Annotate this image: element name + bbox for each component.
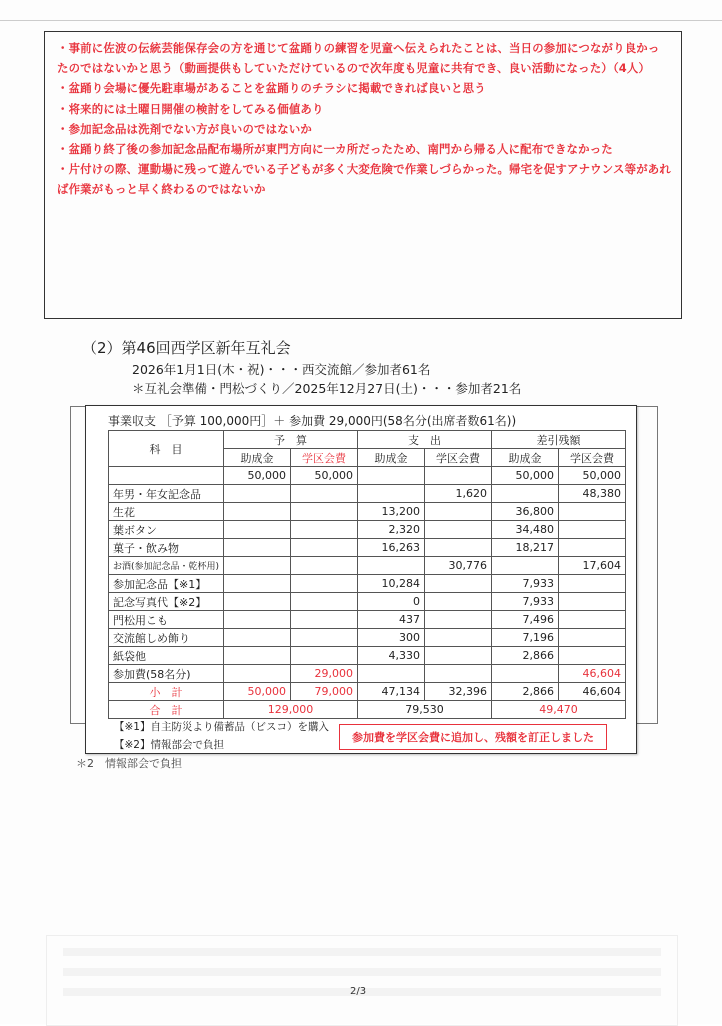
row-item-name: 門松用こも <box>109 611 224 629</box>
subtotal-cell: 32,396 <box>425 683 492 701</box>
row-value-cell <box>291 611 358 629</box>
footnote-1: 【※1】自主防災より備蓄品（ビスコ）を購入 <box>114 721 329 733</box>
total-yosan: 129,000 <box>224 701 358 719</box>
row-value-cell <box>559 503 626 521</box>
row-value-cell: 50,000 <box>492 467 559 485</box>
subtotal-cell: 2,866 <box>492 683 559 701</box>
row-value-cell <box>425 575 492 593</box>
feedback-box <box>44 31 682 319</box>
table-row <box>109 485 626 503</box>
subtotal-cell: 50,000 <box>224 683 291 701</box>
header-shishutsu: 支 出 <box>358 431 492 449</box>
event-date-line: 2026年1月1日(木・祝)・・・西交流館／参加者61名 <box>132 362 431 377</box>
row-value-cell <box>291 647 358 665</box>
row-value-cell <box>559 593 626 611</box>
row-value-cell <box>224 575 291 593</box>
row-item-name: 参加費(58名分) <box>109 665 224 683</box>
header-item: 科 目 <box>109 431 224 467</box>
row-value-cell <box>425 593 492 611</box>
row-item-name: 年男・年女記念品 <box>109 485 224 503</box>
row-value-cell: 16,263 <box>358 539 425 557</box>
row-value-cell <box>224 485 291 503</box>
header-cell: 学区会費 <box>425 449 492 467</box>
row-value-cell: 0 <box>358 593 425 611</box>
header-cell: 助成金 <box>492 449 559 467</box>
row-value-cell: 10,284 <box>358 575 425 593</box>
row-value-cell: 46,604 <box>559 665 626 683</box>
table-row <box>109 467 626 485</box>
row-value-cell: 50,000 <box>224 467 291 485</box>
row-value-cell <box>358 485 425 503</box>
row-value-cell <box>291 629 358 647</box>
table-row <box>109 521 626 539</box>
row-value-cell <box>291 539 358 557</box>
row-value-cell: 29,000 <box>291 665 358 683</box>
subtotal-label: 小 計 <box>109 683 224 701</box>
row-value-cell <box>358 557 425 575</box>
subtotal-cell: 46,604 <box>559 683 626 701</box>
subtotal-cell: 79,000 <box>291 683 358 701</box>
row-value-cell: 13,200 <box>358 503 425 521</box>
budget-overlay <box>85 405 637 754</box>
budget-table <box>108 430 626 719</box>
row-value-cell <box>224 611 291 629</box>
row-value-cell: 1,620 <box>425 485 492 503</box>
row-value-cell <box>224 647 291 665</box>
row-value-cell <box>224 503 291 521</box>
row-value-cell <box>425 629 492 647</box>
row-value-cell: 2,866 <box>492 647 559 665</box>
table-row <box>109 575 626 593</box>
correction-stamp: 参加費を学区会費に追加し、残額を訂正しました <box>339 724 607 750</box>
header-zangaku: 差引残額 <box>492 431 626 449</box>
feedback-item: ・参加記念品は洗剤でない方が良いのではないか <box>57 121 312 136</box>
row-value-cell <box>492 485 559 503</box>
top-rule <box>0 20 722 21</box>
row-value-cell: 7,196 <box>492 629 559 647</box>
row-value-cell: 7,496 <box>492 611 559 629</box>
row-value-cell <box>224 557 291 575</box>
row-item-name: 交流館しめ飾り <box>109 629 224 647</box>
row-value-cell: 7,933 <box>492 593 559 611</box>
row-value-cell <box>291 521 358 539</box>
row-value-cell <box>425 647 492 665</box>
row-value-cell <box>291 503 358 521</box>
row-value-cell <box>492 557 559 575</box>
row-value-cell: 7,933 <box>492 575 559 593</box>
table-row <box>109 647 626 665</box>
row-item-name: 菓子・飲み物 <box>109 539 224 557</box>
row-value-cell: 17,604 <box>559 557 626 575</box>
table-row <box>109 629 626 647</box>
row-value-cell: 30,776 <box>425 557 492 575</box>
row-value-cell: 50,000 <box>559 467 626 485</box>
table-row <box>109 593 626 611</box>
total-shishutsu: 79,530 <box>358 701 492 719</box>
row-value-cell <box>224 665 291 683</box>
row-value-cell <box>559 575 626 593</box>
row-value-cell <box>559 539 626 557</box>
footnote-2: 【※2】情報部会で負担 <box>114 739 224 751</box>
row-value-cell <box>358 665 425 683</box>
header-yosan: 予 算 <box>224 431 358 449</box>
row-value-cell <box>224 521 291 539</box>
row-value-cell: 18,217 <box>492 539 559 557</box>
row-value-cell <box>425 467 492 485</box>
row-item-name: 葉ボタン <box>109 521 224 539</box>
row-value-cell <box>559 629 626 647</box>
bleed-through-area <box>46 935 678 1026</box>
row-value-cell <box>425 521 492 539</box>
row-value-cell <box>559 647 626 665</box>
section-title: （2）第46回西学区新年互礼会 <box>82 339 291 357</box>
row-item-name: お酒(参加記念品・乾杯用) <box>109 557 224 575</box>
table-row <box>109 665 626 683</box>
subtotal-cell: 47,134 <box>358 683 425 701</box>
row-value-cell <box>425 503 492 521</box>
row-value-cell <box>224 539 291 557</box>
page-number: 2/3 <box>350 986 367 997</box>
feedback-item: ・盆踊り終了後の参加記念品配布場所が東門方向に一カ所だったため、南門から帰る人に配布できなかった <box>57 142 613 157</box>
row-value-cell: 34,480 <box>492 521 559 539</box>
row-value-cell: 300 <box>358 629 425 647</box>
row-value-cell: 48,380 <box>559 485 626 503</box>
row-value-cell: 36,800 <box>492 503 559 521</box>
underlying-note: ＊2 情報部会で負担 <box>76 757 182 770</box>
row-value-cell <box>291 557 358 575</box>
table-row <box>109 539 626 557</box>
header-cell: 学区会費 <box>291 449 358 467</box>
row-value-cell: 50,000 <box>291 467 358 485</box>
preparation-line: ＊互礼会準備・門松づくり／2025年12月27日(土)・・・参加者21名 <box>132 381 522 396</box>
header-cell: 助成金 <box>358 449 425 467</box>
feedback-item: ・事前に佐波の伝統芸能保存会の方を通じて盆踊りの練習を児童へ伝えられたことは、当日の参加につながり良かったのではないかと思う（動画提供もしていただけているので次年度も児童に共有でき、良い活動になった）（4人） <box>57 41 660 76</box>
row-value-cell: 4,330 <box>358 647 425 665</box>
header-cell: 学区会費 <box>559 449 626 467</box>
table-row <box>109 503 626 521</box>
budget-heading: 事業収支 ［予算 100,000円］＋ 参加費 29,000円(58名分(出席者数61名)) <box>108 414 517 428</box>
feedback-item: ・将来的には土曜日開催の検討をしてみる価値あり <box>57 101 324 116</box>
feedback-item: ・盆踊り会場に優先駐車場があることを盆踊りのチラシに掲載できれば良いと思う <box>57 81 486 96</box>
row-value-cell <box>224 593 291 611</box>
row-value-cell <box>425 611 492 629</box>
row-value-cell <box>559 521 626 539</box>
row-item-name <box>109 467 224 485</box>
row-value-cell <box>358 467 425 485</box>
row-value-cell <box>224 629 291 647</box>
feedback-item: ・片付けの際、運動場に残って遊んでいる子どもが多く大変危険で作業しづらかった。帰宅を促すアナウンス等があれば作業がもっと早く終わるのではないか <box>57 162 671 197</box>
row-value-cell: 437 <box>358 611 425 629</box>
table-row <box>109 557 626 575</box>
row-value-cell <box>425 539 492 557</box>
row-item-name: 参加記念品【※1】 <box>109 575 224 593</box>
row-value-cell <box>425 665 492 683</box>
header-cell: 助成金 <box>224 449 291 467</box>
total-zangaku: 49,470 <box>492 701 626 719</box>
table-row <box>109 611 626 629</box>
row-value-cell <box>291 575 358 593</box>
row-value-cell <box>291 485 358 503</box>
row-item-name: 生花 <box>109 503 224 521</box>
row-value-cell <box>492 665 559 683</box>
row-value-cell <box>559 611 626 629</box>
row-value-cell <box>291 593 358 611</box>
total-label: 合 計 <box>109 701 224 719</box>
row-item-name: 記念写真代【※2】 <box>109 593 224 611</box>
row-value-cell: 2,320 <box>358 521 425 539</box>
row-item-name: 紙袋他 <box>109 647 224 665</box>
